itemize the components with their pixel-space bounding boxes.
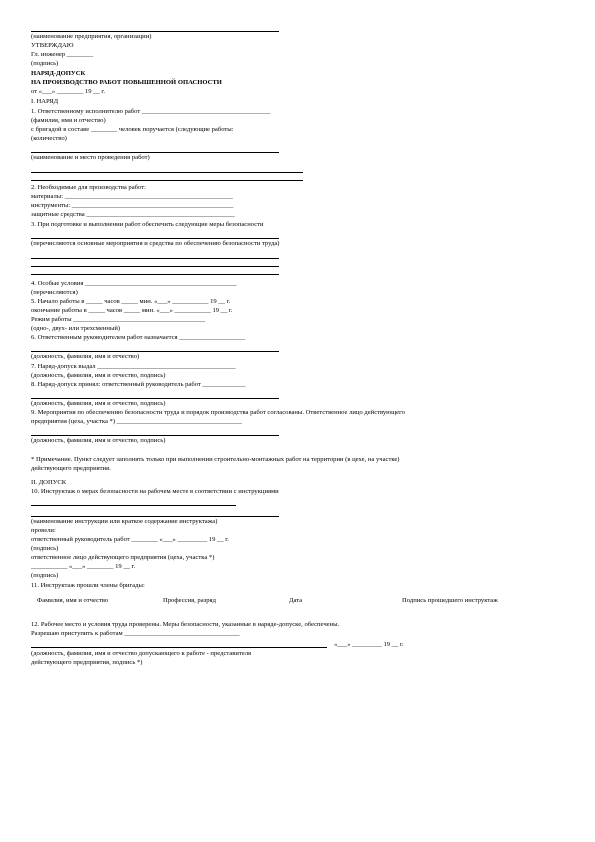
permit-accepted-field[interactable]: 8. Наряд-допуск принял: ответственный руководитель работ _____________ (31, 381, 246, 388)
safety-measures-label: 3. При подготовке и выполнении работ обеспечить следующие меры безопасности (31, 221, 264, 228)
part1-heading: I. НАРЯД (31, 98, 59, 105)
document-date-field[interactable]: от «___» ________ 19 __ г. (31, 88, 105, 95)
plant-responsible-line[interactable] (31, 435, 279, 436)
briefing-signature-hint-1: (подпись) (31, 545, 59, 552)
work-mode-field[interactable]: Режим работы ________________________________________ (31, 316, 206, 323)
materials-field[interactable]: материалы: ___________________________________________________ (31, 193, 233, 200)
safety-line-4[interactable] (31, 274, 279, 275)
briefing-conducted-label: провели: (31, 527, 56, 534)
tools-field[interactable]: инструменты: _________________________________________________ (31, 202, 234, 209)
briefing-line-2[interactable] (31, 516, 279, 517)
permission-date-field[interactable]: «___» _________ 19 __ г. (334, 641, 404, 648)
agreement-text: 9. Мероприятия по обеспечению безопасности труда и порядок производства работ согласованы. Ответственное лицо действующего (31, 409, 405, 416)
brigade-size-field[interactable]: с бригадой в составе ________ человек поручается (следующие работы: (31, 126, 234, 133)
table-header-name: Фамилия, имя и отчество (37, 597, 109, 604)
permit-issued-field[interactable]: 7. Наряд-допуск выдал __________________________________________ (31, 363, 236, 370)
work-line-1[interactable] (31, 152, 279, 153)
quantity-hint: (количество) (31, 135, 67, 142)
approve-label: УТВЕРЖДАЮ (31, 42, 74, 49)
work-start-field[interactable]: 5. Начало работы в _____ часов _____ мин. «___» ___________ 19 __ г. (31, 298, 231, 305)
permission-field[interactable]: Разрешаю приступить к работам ___________________________________ (31, 630, 240, 637)
work-end-field[interactable]: окончание работы в _____ часов _____ мин. «___» ___________ 19 __ г. (31, 307, 233, 314)
work-place-hint: (наименование и место проведения работ) (31, 154, 150, 161)
document-title: НАРЯД-ДОПУСК (31, 70, 86, 77)
table-header-date: Дата (289, 597, 303, 604)
safety-line-2[interactable] (31, 258, 279, 259)
brigade-briefing-label: 11. Инструктаж прошли члены бригады: (31, 582, 145, 589)
safety-measures-hint: (перечисляются основные мероприятия и средства по обеспечению безопасности труда) (31, 240, 280, 247)
safety-line-3[interactable] (31, 266, 279, 267)
briefing-plant-label: ответственное лицо действующего предприятия (цеха, участка *) (31, 554, 215, 561)
briefing-signature-hint-2: (подпись) (31, 572, 59, 579)
briefing-label: 10. Инструктаж о мерах безопасности на рабочем месте в соответствии с инструкциями (31, 488, 279, 495)
permission-line[interactable] (31, 647, 327, 648)
section2-label: 2. Необходимые для производства работ: (31, 184, 146, 191)
table-header-signature: Подпись прошедшего инструктаж (402, 597, 498, 604)
footnote-line-1: * Примечание. Пункт следует заполнять только при выполнении строительно-монтажных работ на территории (в цехе, на участке) (31, 456, 400, 463)
workplace-check-text: 12. Рабочее место и условия труда проверены. Меры безопасности, указанные в наряде-допуске, обеспечены. (31, 621, 340, 628)
responsible-executor-field[interactable]: 1. Ответственному исполнителю работ _______________________________________ (31, 108, 271, 115)
executor-name-hint: (фамилия, имя и отчество) (31, 117, 106, 124)
org-name-hint: (наименование предприятия, организации) (31, 33, 152, 40)
work-mode-hint: (одно-, двух- или трехсменный) (31, 325, 121, 332)
permit-issued-hint: (должность, фамилия, имя и отчество, подпись) (31, 372, 166, 379)
responsible-manager-field[interactable]: 6. Ответственным руководителем работ назначается ____________________ (31, 334, 246, 341)
briefing-hint: (наименование инструкции или краткое содержание инструктажа) (31, 518, 218, 525)
table-header-profession: Профессия, разряд (163, 597, 216, 604)
footnote-line-2: действующего предприятия. (31, 465, 111, 472)
document-subtitle: НА ПРОИЗВОДСТВО РАБОТ ПОВЫШЕННОЙ ОПАСНОСТИ (31, 79, 222, 86)
plant-responsible-hint: (должность, фамилия, имя и отчество, подпись) (31, 437, 166, 444)
plant-responsible-field[interactable]: предприятия (цеха, участка *) ______________________________________ (31, 418, 242, 425)
permission-hint-1: (должность, фамилия, имя и отчество допускающего к работе - представителя (31, 650, 252, 657)
chief-engineer-field[interactable]: Гл. инженер ________ (31, 51, 94, 58)
special-conditions-field[interactable]: 4. Особые условия ______________________________________________ (31, 280, 237, 287)
briefing-plant-date-field[interactable]: ___________ «___» ________ 19 __ г. (31, 563, 136, 570)
special-conditions-hint: (перечисляются) (31, 289, 78, 296)
permission-hint-2: действующего предприятия, подпись *) (31, 659, 143, 666)
signature-hint: (подпись) (31, 60, 59, 67)
manager-hint: (должность, фамилия, имя и отчество) (31, 353, 140, 360)
org-name-line (31, 31, 279, 32)
part2-heading: II. ДОПУСК (31, 479, 67, 486)
permit-accepted-hint: (должность, фамилия, имя и отчество, подпись) (31, 400, 166, 407)
work-line-3[interactable] (31, 180, 303, 181)
accepted-line[interactable] (31, 398, 279, 399)
briefing-manager-field[interactable]: ответственный руководитель работ ________ «___» _________ 19 __ г. (31, 536, 229, 543)
manager-line[interactable] (31, 351, 279, 352)
work-line-2[interactable] (31, 172, 303, 173)
safety-line-1[interactable] (31, 238, 279, 239)
briefing-line-1[interactable] (31, 505, 236, 506)
protective-means-field[interactable]: защитные средства _____________________________________________ (31, 211, 235, 218)
